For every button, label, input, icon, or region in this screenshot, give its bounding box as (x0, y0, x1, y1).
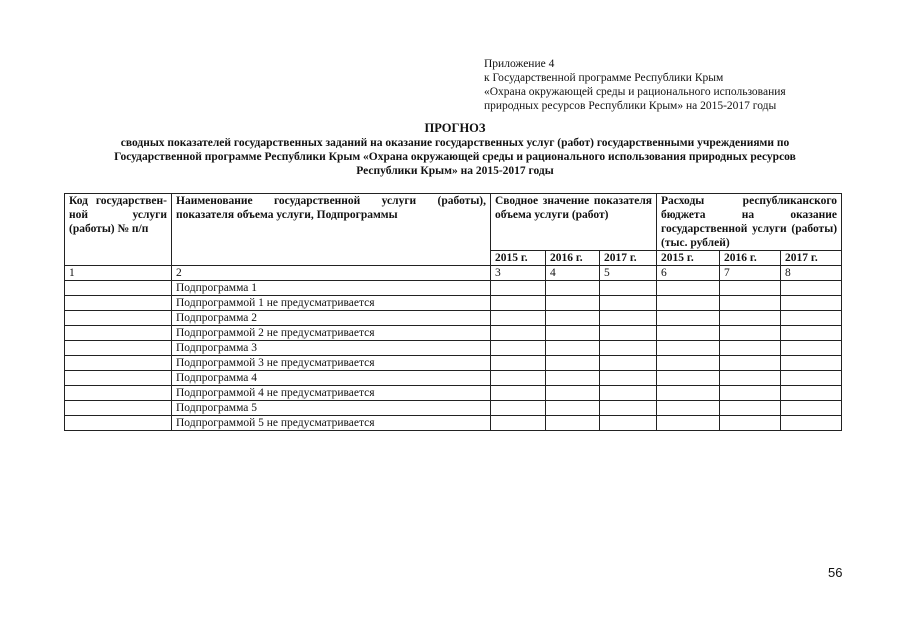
row-label: Подпрограмма 3 (172, 341, 491, 356)
cell-empty (781, 296, 842, 311)
cell-empty (720, 386, 781, 401)
cell-empty (491, 401, 546, 416)
cell-empty (600, 281, 657, 296)
row-label: Подпрограммой 3 не предусматривается (172, 356, 491, 371)
cell-empty (720, 296, 781, 311)
cell-empty (65, 356, 172, 371)
cell-empty (720, 401, 781, 416)
cell-empty (491, 311, 546, 326)
cell-empty (546, 281, 600, 296)
cell-empty (65, 341, 172, 356)
cell-empty (546, 296, 600, 311)
cell-empty (546, 326, 600, 341)
cell-empty (546, 356, 600, 371)
title-main: ПРОГНОЗ (424, 121, 486, 135)
cell-empty (65, 386, 172, 401)
column-number: 7 (720, 266, 781, 281)
header-code: Код государствен-ной услуги (работы) № п/п (65, 194, 172, 266)
cell-empty (720, 371, 781, 386)
cell-empty (781, 386, 842, 401)
cell-empty (781, 341, 842, 356)
cell-empty (65, 281, 172, 296)
header-volume: Сводное значение показателя объема услуги (работ) (491, 194, 657, 251)
year-volume-2015: 2015 г. (491, 251, 546, 266)
cell-empty (546, 371, 600, 386)
table-row (65, 416, 842, 431)
cell-empty (657, 296, 720, 311)
cell-empty (600, 326, 657, 341)
cell-empty (657, 356, 720, 371)
column-number: 2 (172, 266, 491, 281)
cell-empty (546, 416, 600, 431)
cell-empty (600, 296, 657, 311)
column-number: 4 (546, 266, 600, 281)
appendix-line-1: Приложение 4 (484, 58, 555, 70)
cell-empty (546, 311, 600, 326)
row-label: Подпрограммой 4 не предусматривается (172, 386, 491, 401)
title-line-3: Республики Крым» на 2015-2017 годы (356, 165, 554, 177)
cell-empty (65, 326, 172, 341)
cell-empty (781, 311, 842, 326)
cell-empty (65, 401, 172, 416)
row-label: Подпрограмма 1 (172, 281, 491, 296)
cell-empty (781, 371, 842, 386)
cell-empty (781, 401, 842, 416)
document-title (60, 121, 850, 178)
year-volume-2016: 2016 г. (546, 251, 600, 266)
header-name: Наименование государственной услуги (работы), показателя объема услуги, Подпрограммы (172, 194, 491, 266)
cell-empty (720, 281, 781, 296)
cell-empty (491, 296, 546, 311)
header-expenses: Расходы республиканского бюджета на оказание государственной услуги (работы) (тыс. рублей) (657, 194, 842, 251)
cell-empty (720, 341, 781, 356)
row-label: Подпрограмма 5 (172, 401, 491, 416)
column-number: 5 (600, 266, 657, 281)
cell-empty (600, 371, 657, 386)
cell-empty (781, 416, 842, 431)
cell-empty (781, 356, 842, 371)
appendix-line-2: к Государственной программе Республики Крым (484, 72, 724, 84)
cell-empty (781, 281, 842, 296)
cell-empty (491, 371, 546, 386)
cell-empty (491, 386, 546, 401)
cell-empty (657, 416, 720, 431)
table-row (65, 401, 842, 416)
cell-empty (491, 326, 546, 341)
cell-empty (491, 356, 546, 371)
table-row (65, 371, 842, 386)
title-line-1: сводных показателей государственных заданий на оказание государственных услуг (работ) государственными учреждениями по (120, 137, 790, 149)
cell-empty (546, 401, 600, 416)
cell-empty (600, 416, 657, 431)
table-row (65, 386, 842, 401)
cell-empty (600, 386, 657, 401)
cell-empty (781, 326, 842, 341)
cell-empty (491, 281, 546, 296)
table-row (65, 281, 842, 296)
cell-empty (65, 311, 172, 326)
cell-empty (546, 386, 600, 401)
cell-empty (546, 341, 600, 356)
year-expenses-2017: 2017 г. (781, 251, 842, 266)
row-label: Подпрограмма 2 (172, 311, 491, 326)
table-column-numbers-row (65, 266, 842, 281)
row-label: Подпрограмма 4 (172, 371, 491, 386)
table-row (65, 341, 842, 356)
page-number: 56 (828, 565, 843, 580)
cell-empty (720, 356, 781, 371)
table-row (65, 296, 842, 311)
cell-empty (657, 281, 720, 296)
year-expenses-2016: 2016 г. (720, 251, 781, 266)
year-expenses-2015: 2015 г. (657, 251, 720, 266)
cell-empty (657, 326, 720, 341)
cell-empty (657, 311, 720, 326)
table-row (65, 311, 842, 326)
cell-empty (720, 311, 781, 326)
cell-empty (65, 371, 172, 386)
row-label: Подпрограммой 5 не предусматривается (172, 416, 491, 431)
cell-empty (657, 401, 720, 416)
cell-empty (491, 341, 546, 356)
forecast-table (64, 193, 842, 431)
table-header-row (65, 194, 842, 251)
cell-empty (600, 401, 657, 416)
row-label: Подпрограммой 1 не предусматривается (172, 296, 491, 311)
cell-empty (600, 311, 657, 326)
appendix-line-4: природных ресурсов Республики Крым» на 2015-2017 годы (484, 100, 777, 112)
table-row (65, 326, 842, 341)
cell-empty (657, 371, 720, 386)
appendix-note (484, 57, 786, 113)
cell-empty (600, 356, 657, 371)
column-number: 8 (781, 266, 842, 281)
cell-empty (65, 416, 172, 431)
cell-empty (720, 326, 781, 341)
row-label: Подпрограммой 2 не предусматривается (172, 326, 491, 341)
cell-empty (491, 416, 546, 431)
column-number: 3 (491, 266, 546, 281)
column-number: 6 (657, 266, 720, 281)
title-line-2: Государственной программе Республики Крым «Охрана окружающей среды и рационального использования природных ресурсов (114, 151, 796, 163)
cell-empty (657, 341, 720, 356)
table-row (65, 356, 842, 371)
appendix-line-3: «Охрана окружающей среды и рационального использования (484, 86, 786, 98)
cell-empty (720, 416, 781, 431)
cell-empty (657, 386, 720, 401)
cell-empty (65, 296, 172, 311)
year-volume-2017: 2017 г. (600, 251, 657, 266)
column-number: 1 (65, 266, 172, 281)
cell-empty (600, 341, 657, 356)
